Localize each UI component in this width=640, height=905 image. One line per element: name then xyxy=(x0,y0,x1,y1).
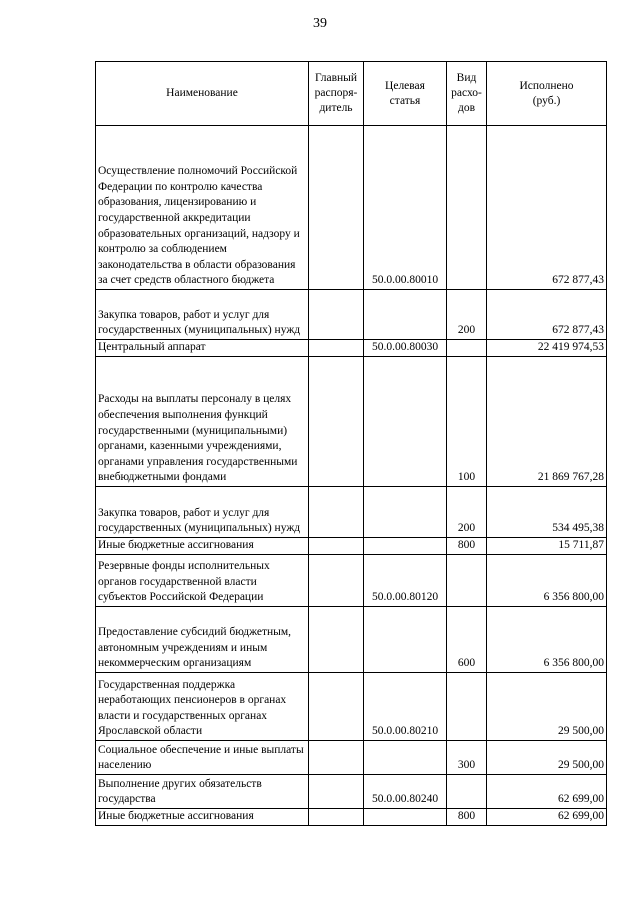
row-target-article xyxy=(364,538,447,555)
row-main-manager xyxy=(309,487,364,538)
header-executed: Исполнено (руб.) xyxy=(487,62,607,126)
row-expense-type: 300 xyxy=(447,741,487,775)
table-row xyxy=(96,357,607,487)
row-executed: 15 711,87 xyxy=(487,538,607,555)
row-main-manager xyxy=(309,775,364,809)
table-row xyxy=(96,487,607,538)
row-main-manager xyxy=(309,290,364,340)
row-target-article xyxy=(364,607,447,673)
row-executed: 21 869 767,28 xyxy=(487,357,607,487)
table-row xyxy=(96,809,607,826)
row-target-article: 50.0.00.80120 xyxy=(364,555,447,607)
row-executed: 22 419 974,53 xyxy=(487,340,607,357)
row-main-manager xyxy=(309,357,364,487)
row-executed: 534 495,38 xyxy=(487,487,607,538)
row-executed: 29 500,00 xyxy=(487,741,607,775)
row-expense-type: 200 xyxy=(447,290,487,340)
row-target-article xyxy=(364,487,447,538)
row-name: Расходы на выплаты персоналу в целях обеспечения выполнения функций государственными (муниципальными) органами, казенными учреждениями, органами управления государственными внебюджетными фондами xyxy=(96,357,309,487)
row-name: Закупка товаров, работ и услуг для государственных (муниципальных) нужд xyxy=(96,487,309,538)
row-executed: 6 356 800,00 xyxy=(487,607,607,673)
table-row xyxy=(96,673,607,741)
row-executed: 62 699,00 xyxy=(487,809,607,826)
row-main-manager xyxy=(309,340,364,357)
row-main-manager xyxy=(309,741,364,775)
row-target-article xyxy=(364,809,447,826)
row-target-article xyxy=(364,357,447,487)
row-expense-type xyxy=(447,775,487,809)
row-expense-type xyxy=(447,555,487,607)
row-name: Закупка товаров, работ и услуг для государственных (муниципальных) нужд xyxy=(96,290,309,340)
row-target-article: 50.0.00.80030 xyxy=(364,340,447,357)
header-target-article: Целевая статья xyxy=(364,62,447,126)
page-number: 39 xyxy=(313,16,327,31)
row-target-article: 50.0.00.80240 xyxy=(364,775,447,809)
table-row xyxy=(96,607,607,673)
row-expense-type: 800 xyxy=(447,809,487,826)
row-main-manager xyxy=(309,538,364,555)
row-expense-type: 800 xyxy=(447,538,487,555)
row-expense-type: 600 xyxy=(447,607,487,673)
row-expense-type xyxy=(447,126,487,290)
budget-execution-table xyxy=(95,61,607,826)
row-main-manager xyxy=(309,607,364,673)
row-main-manager xyxy=(309,126,364,290)
row-target-article xyxy=(364,741,447,775)
row-name: Предоставление субсидий бюджетным, автономным учреждениям и иным некоммерческим организациям xyxy=(96,607,309,673)
row-expense-type: 100 xyxy=(447,357,487,487)
row-name: Государственная поддержка неработающих пенсионеров в органах власти и государственных органах Ярославской области xyxy=(96,673,309,741)
row-name: Осуществление полномочий Российской Федерации по контролю качества образования, лицензированию и государственной аккредитации образовательных организаций, надзору и контролю за соблюдением законодательства в области образования за счет средств областного бюджета xyxy=(96,126,309,290)
row-executed: 6 356 800,00 xyxy=(487,555,607,607)
row-executed: 672 877,43 xyxy=(487,290,607,340)
header-name: Наименование xyxy=(96,62,309,126)
row-target-article: 50.0.00.80210 xyxy=(364,673,447,741)
row-main-manager xyxy=(309,809,364,826)
row-target-article: 50.0.00.80010 xyxy=(364,126,447,290)
row-executed: 672 877,43 xyxy=(487,126,607,290)
table-row xyxy=(96,340,607,357)
row-expense-type xyxy=(447,340,487,357)
table-row xyxy=(96,126,607,290)
row-main-manager xyxy=(309,673,364,741)
table-row xyxy=(96,741,607,775)
table-row xyxy=(96,775,607,809)
header-expense-type: Вид расхо- дов xyxy=(447,62,487,126)
row-executed: 62 699,00 xyxy=(487,775,607,809)
row-target-article xyxy=(364,290,447,340)
table-row xyxy=(96,290,607,340)
table-header-row xyxy=(96,62,607,126)
row-name: Выполнение других обязательств государства xyxy=(96,775,309,809)
row-name: Иные бюджетные ассигнования xyxy=(96,809,309,826)
row-name: Резервные фонды исполнительных органов государственной власти субъектов Российской Федерации xyxy=(96,555,309,607)
row-expense-type: 200 xyxy=(447,487,487,538)
header-main-manager: Главный распоря- дитель xyxy=(309,62,364,126)
table-row xyxy=(96,555,607,607)
row-name: Социальное обеспечение и иные выплаты населению xyxy=(96,741,309,775)
row-executed: 29 500,00 xyxy=(487,673,607,741)
row-name: Иные бюджетные ассигнования xyxy=(96,538,309,555)
table-row xyxy=(96,538,607,555)
row-name: Центральный аппарат xyxy=(96,340,309,357)
row-main-manager xyxy=(309,555,364,607)
row-expense-type xyxy=(447,673,487,741)
